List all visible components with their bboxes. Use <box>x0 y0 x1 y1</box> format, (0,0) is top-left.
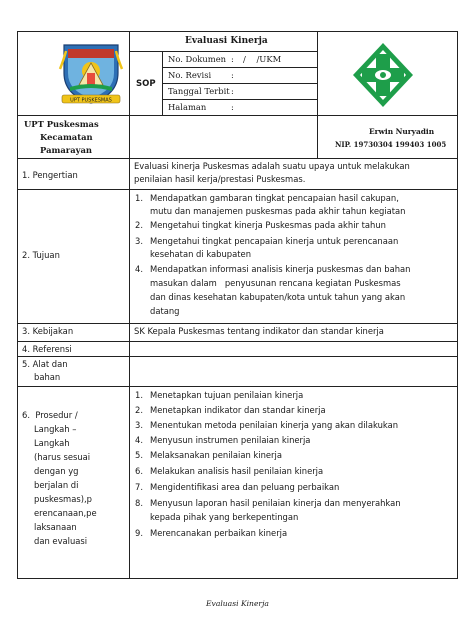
doc-field-number-label: No. Dokumen <box>168 54 227 64</box>
tujuan-item-2-number: 2. <box>135 220 143 230</box>
doc-field-number-value: / /UKM <box>243 54 282 64</box>
tujuan-item-4-line-4: datang <box>150 306 180 316</box>
document-title: Evaluasi Kinerja <box>185 36 268 46</box>
doc-field-page-label: Halaman <box>168 102 207 112</box>
prosedur-label-line-7: puskesmas),p <box>34 494 92 504</box>
org-line-3: Pamarayan <box>40 145 93 155</box>
prosedur-item-2-number: 2. <box>135 405 143 415</box>
tujuan-item-3-number: 3. <box>135 236 143 246</box>
prosedur-label-line-9: laksanaan <box>34 522 77 532</box>
section-label-alat-line-2: bahan <box>34 372 61 382</box>
doc-field-revision-sep: : <box>231 70 234 80</box>
prosedur-item-5-text: Melaksanakan penilaian kinerja <box>150 450 282 460</box>
doc-field-page-sep: : <box>231 102 234 112</box>
pengertian-line-2: penilaian hasil kerja/prestasi Puskesmas. <box>134 174 306 184</box>
prosedur-label-line-3: Langkah <box>34 438 70 448</box>
doc-field-number-sep: : <box>231 54 234 64</box>
kebijakan-text: SK Kepala Puskesmas tentang indikator dan standar kinerja <box>134 326 384 336</box>
prosedur-label-line-4: (harus sesuai <box>34 452 91 462</box>
tujuan-item-1-number: 1. <box>135 193 143 203</box>
page-footer: Evaluasi Kinerja <box>206 599 269 608</box>
tujuan-item-4-number: 4. <box>135 264 143 274</box>
prosedur-item-8-number: 8. <box>135 498 143 508</box>
tujuan-item-4-line-3: dan dinas kesehatan kabupaten/kota untuk tahun yang akan <box>150 292 406 302</box>
prosedur-item-9-number: 9. <box>135 528 143 538</box>
tujuan-item-3-line-1: Mengetahui tingkat pencapaian kinerja untuk perencanaan <box>150 236 399 246</box>
emblem-banner-text: UPT PUSKESMAS <box>70 97 112 104</box>
prosedur-item-8-line-1: Menyusun laporan hasil penilaian kinerja dan menyerahkan <box>150 498 401 508</box>
prosedur-item-7-text: Mengidentifikasi area dan peluang perbaikan <box>150 482 340 492</box>
section-label-alat-line-1: 5. Alat dan <box>22 359 68 369</box>
prosedur-label-line-1: 6. Prosedur / <box>22 410 78 420</box>
prosedur-item-4-number: 4. <box>135 435 143 445</box>
prosedur-item-3-number: 3. <box>135 420 143 430</box>
prosedur-item-7-number: 7. <box>135 482 143 492</box>
section-label-referensi: 4. Referensi <box>22 344 72 354</box>
tujuan-item-1-line-1: Mendapatkan gambaran tingkat pencapaian hasil cakupan, <box>150 193 399 203</box>
prosedur-item-1-number: 1. <box>135 390 143 400</box>
prosedur-label-line-5: dengan yg <box>34 466 79 476</box>
tujuan-item-3-line-2: kesehatan di kabupaten <box>150 249 252 259</box>
prosedur-item-5-number: 5. <box>135 450 143 460</box>
tujuan-item-4-line-2: masukan dalam penyusunan rencana kegiatan Puskesmas <box>150 278 401 288</box>
prosedur-item-3-text: Menentukan metoda penilaian kinerja yang akan dilakukan <box>150 420 399 430</box>
doc-field-revision-label: No. Revisi <box>168 70 212 80</box>
tujuan-item-4-line-1: Mendapatkan informasi analisis kinerja puskesmas dan bahan <box>150 264 411 274</box>
doc-field-issue-date-label: Tanggal Terbit <box>168 86 230 96</box>
prosedur-label-line-8: erencanaan,pe <box>34 508 97 518</box>
pengertian-line-1: Evaluasi kinerja Puskesmas adalah suatu upaya untuk melakukan <box>134 161 410 171</box>
prosedur-item-1-text: Menetapkan tujuan penilaian kinerja <box>150 390 304 400</box>
regency-emblem-logo <box>58 39 124 107</box>
prosedur-item-6-text: Melakukan analisis hasil penilaian kinerja <box>150 466 324 476</box>
prosedur-label-line-10: dan evaluasi <box>34 536 88 546</box>
prosedur-item-2-text: Menetapkan indikator dan standar kinerja <box>150 405 326 415</box>
section-label-pengertian: 1. Pengertian <box>22 170 78 180</box>
signer-name: Erwin Nuryadin <box>369 127 435 136</box>
prosedur-label-line-2: Langkah – <box>34 424 77 434</box>
signer-nip: NIP. 19730304 199403 1005 <box>335 140 447 149</box>
org-line-1: UPT Puskesmas <box>24 119 99 129</box>
section-label-tujuan: 2. Tujuan <box>22 250 60 260</box>
org-line-2: Kecamatan <box>40 132 93 142</box>
prosedur-item-9-text: Merencanakan perbaikan kinerja <box>150 528 288 538</box>
section-label-kebijakan: 3. Kebijakan <box>22 326 74 336</box>
puskesmas-logo <box>348 40 418 110</box>
doc-field-issue-date-sep: : <box>231 86 234 96</box>
tujuan-item-1-line-2: mutu dan manajemen puskesmas pada akhir tahun kegiatan <box>150 206 406 216</box>
prosedur-item-8-line-2: kepada pihak yang berkepentingan <box>150 512 299 522</box>
prosedur-item-4-text: Menyusun instrumen penilaian kinerja <box>150 435 311 445</box>
tujuan-item-2-line-1: Mengetahui tingkat kinerja Puskesmas pada akhir tahun <box>150 220 386 230</box>
prosedur-label-line-6: berjalan di <box>34 480 79 490</box>
prosedur-item-6-number: 6. <box>135 466 143 476</box>
sop-label: SOP <box>136 79 156 89</box>
